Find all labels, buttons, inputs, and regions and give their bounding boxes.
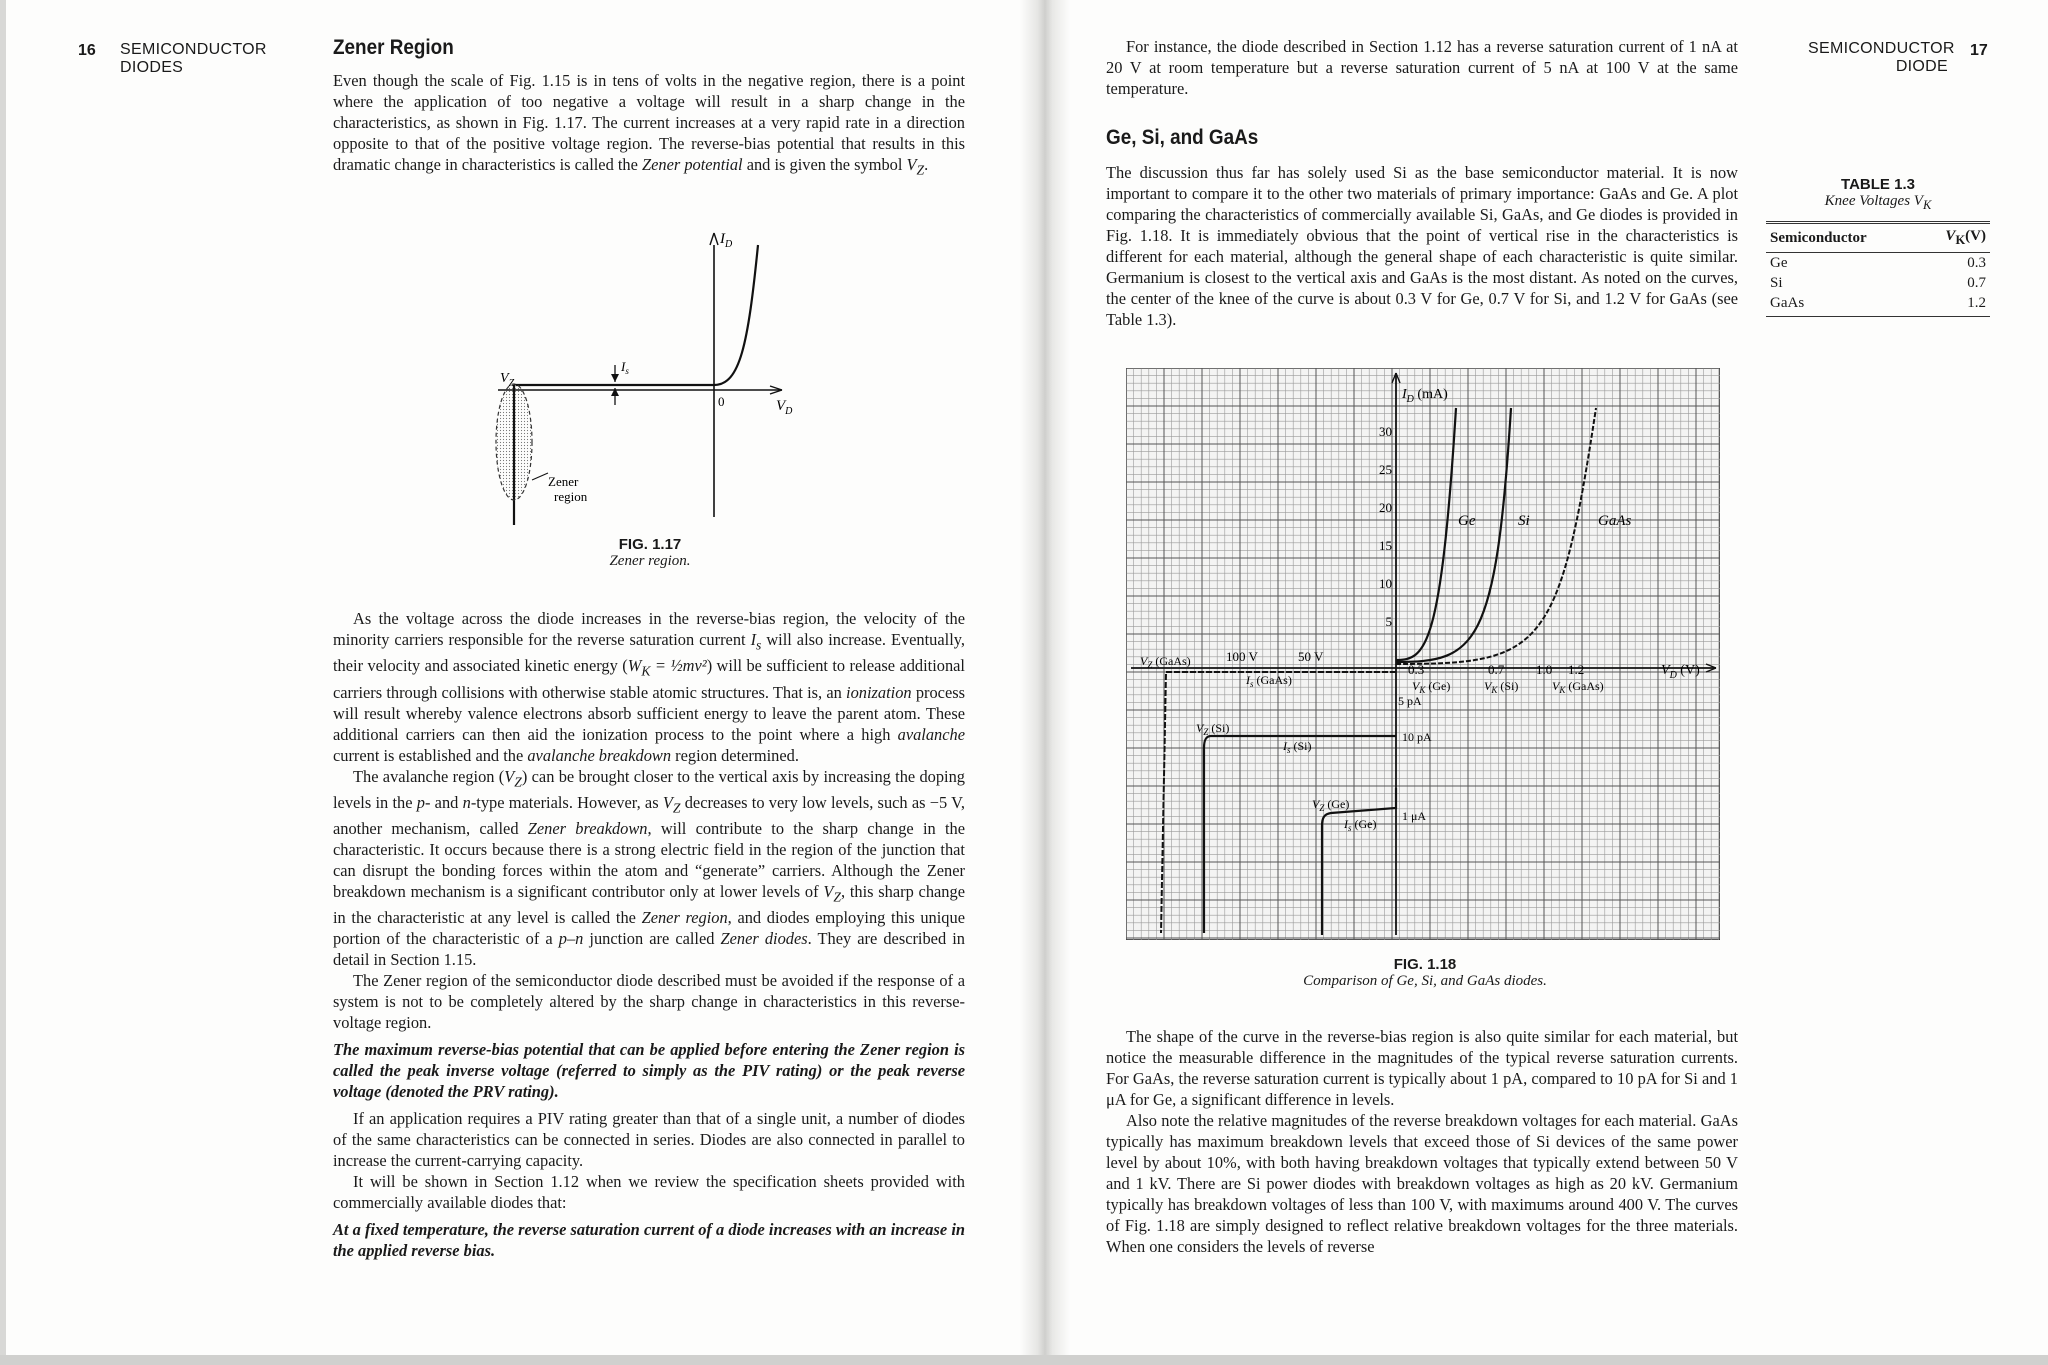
- fig17-zener-label-2: region: [554, 489, 588, 504]
- fig17-zero: 0: [718, 394, 725, 409]
- left-body-text: As the voltage across the diode increases in the reverse-bias region, the velocity of the minority carriers responsible for the reverse saturation current $I_s$ will also increase. Eventually, their velocity and associated kinetic energy ($W_K$ = ½mv²) will be sufficient to release additional carriers through collisions with otherwise stable atomic structures. That is, an ionization process will result whereby valence electrons absorb sufficient energy to leave the parent atom. These additional carriers can then aid the ionization process to the point where a high avalanche current is established and the avalanche breakdown region determined. The avalanche region $(V_Z)$ can be brought closer to the vertical axis by increasing the doping levels in the p- and n-type materials. However, as $V_Z$ decreases to very low levels, such as −5 V, another mechanism, called Zener breakdown, will contribute to the sharp change in the characteristic. It occurs because there is a strong electric field in the region of the junction that can disrupt the bonding forces within the atom and “generate” carriers. Although the Zener breakdown mechanism is a significant contributor only at lower levels of $V_Z$, this sharp change in the characteristic at any level is called the Zener region, and diodes employing this unique portion of the characteristic of a p–n junction are called Zener diodes. They are described in detail in Section 1.15. The Zener region of the semiconductor diode described must be avoided if the response of a system is not to be completely altered by the sharp change in characteristics in this reverse-voltage region. The maximum reverse-bias potential that can be applied before entering the Zener region is called the peak inverse voltage (referred to simply as the PIV rating) or the peak reverse voltage (denoted the PRV rating). If an application requires a PIV rating greater than that of a single unit, a number of diodes of the same characteristics can be connected in series. Diodes are also connected in parallel to increase the current-carrying capacity. It will be shown in Section 1.12 when we review the specification sheets provided with commercially available diodes that: At a fixed temperature, the reverse saturation current of a diode increases with an increase in the applied reverse bias.: [333, 609, 966, 1261]
- gaas-curve-label: GaAs: [1598, 513, 1632, 529]
- page-edge: [0, 0, 6, 1365]
- tick-0-7: 0.7: [1488, 662, 1505, 677]
- fig-1-17-caption: FIG. 1.17 Zener region.: [609, 536, 691, 569]
- vk-ge-label: $V_K$ (Ge): [1412, 679, 1451, 695]
- fig17-zener-label-1: Zener: [548, 474, 579, 489]
- table-row: Ge 0.3: [1770, 255, 1986, 271]
- label-10pa: 10 pA: [1402, 730, 1432, 744]
- section-title-zener: Zener Region: [333, 36, 454, 59]
- ge-curve-label: Ge: [1458, 513, 1476, 529]
- svg-text:15: 15: [1379, 538, 1392, 553]
- label-5pa: 5 pA: [1398, 694, 1422, 708]
- table-row: Si 0.7: [1770, 275, 1986, 291]
- section-title-ge-si-gaas: Ge, Si, and GaAs: [1106, 126, 1259, 149]
- zener-intro-paragraph: Even though the scale of Fig. 1.15 is in tens of volts in the negative region, there is a point where the application of too negative a voltage will result in a sharp change in the characteristics, as shown in Fig. 1.17. The current increases at a very rapid rate in a direction opposite to that of the positive voltage region. The reverse-bias potential that results in this dramatic change in characteristics is called the Zener potential and is given the symbol $V_Z$.: [333, 71, 965, 178]
- label-1ua: 1 μA: [1402, 809, 1427, 823]
- vz-gaas-label: $V_Z$ (GaAs): [1140, 654, 1191, 670]
- table-row: GaAs 1.2: [1766, 293, 1990, 317]
- tick-50v: 50 V: [1298, 649, 1324, 664]
- table-knee-voltages: TABLE 1.3 Knee Voltages $V_K$ Semiconductor $V_K(V)$ Ge 0.3 Si 0.7 GaAs 1.2: [1766, 176, 1990, 317]
- running-head-right: SEMICONDUCTOR DIODE: [1808, 40, 1955, 75]
- fig17-id-label: $I_D$: [720, 231, 733, 250]
- fig-1-18-caption: FIG. 1.18 Comparison of Ge, Si, and GaAs diodes.: [1303, 956, 1547, 989]
- vz-si-label: $V_Z$ (Si): [1196, 721, 1230, 737]
- materials-paragraph: The discussion thus far has solely used Si as the base semiconductor material. It is now important to compare it to the other two materials of primary importance: GaAs and Ge. A plot comparing the characteristics of commercially available Si, GaAs, and Ge diodes is provided in Fig. 1.18. It is immediately obvious that the point of vertical rise in the characteristics is different for each material, although the general shape of each characteristic is quite similar. Germanium is closest to the vertical axis and GaAs is the most distant. As noted on the curves, the center of the knee of the curve is about 0.3 V for Ge, 0.7 V for Si, and 1.2 V for GaAs (see Table 1.3).: [1106, 163, 1738, 329]
- fig17-vd-label: $V_D$: [776, 398, 793, 417]
- svg-text:25: 25: [1379, 462, 1392, 477]
- fig-1-17-zener-diagram: [490, 225, 820, 530]
- is-gaas-label: $I_s$ (GaAs): [1246, 673, 1292, 689]
- page-number-right: 17: [1970, 42, 1988, 59]
- fig18-id-label: $I_D$ (mA): [1402, 387, 1448, 405]
- svg-text:30: 30: [1379, 424, 1392, 439]
- tick-100v: 100 V: [1226, 649, 1258, 664]
- piv-definition: The maximum reverse-bias potential that can be applied before entering the Zener region is called the peak inverse voltage (referred to simply as the PIV rating) or the peak reverse voltage (denoted the PRV rating).: [333, 1040, 965, 1102]
- table-col-semiconductor: Semiconductor: [1766, 223, 1919, 253]
- is-ge-label: $I_s$ (Ge): [1344, 817, 1377, 833]
- scan-edge: [0, 1355, 2048, 1365]
- vk-si-label: $V_K$ (Si): [1484, 679, 1519, 695]
- right-intro-paragraph: For instance, the diode described in Section 1.12 has a reverse saturation current of 1 nA at 20 V at room temperature but a reverse saturation current of 5 nA at 100 V at the same temperature.: [1106, 37, 1738, 98]
- tick-0-3: 0.3: [1408, 662, 1425, 677]
- svg-text:20: 20: [1379, 500, 1392, 515]
- svg-text:5: 5: [1385, 614, 1392, 629]
- fig18-vd-label: $V_D$ (V): [1661, 663, 1700, 681]
- fig17-is-label: $I_s$: [621, 359, 629, 376]
- diode-curve: [514, 245, 758, 385]
- vz-ge-label: $V_Z$ (Ge): [1312, 797, 1350, 813]
- fig-1-18-comparison-plot: [1126, 368, 1720, 940]
- si-curve-label: Si: [1518, 513, 1530, 529]
- is-si-label: $I_s$ (Si): [1283, 739, 1312, 755]
- fig17-vz-label: $V_Z$: [500, 371, 515, 389]
- tick-1-0: 1.0: [1536, 662, 1553, 677]
- tick-1-2: 1.2: [1568, 662, 1585, 677]
- book-gutter: [1020, 0, 1070, 1365]
- zener-region-shading: [496, 384, 532, 500]
- saturation-statement: At a fixed temperature, the reverse saturation current of a diode increases with an increase in the applied reverse bias.: [333, 1220, 965, 1261]
- page-number-left: 16: [78, 42, 96, 59]
- running-head-left: SEMICONDUCTOR DIODES: [120, 41, 267, 76]
- vk-gaas-label: $V_K$ (GaAs): [1552, 679, 1604, 695]
- right-body-text: The shape of the curve in the reverse-bias region is also quite similar for each material, but notice the measurable difference in the magnitudes of the typical reverse saturation currents. For GaAs, the reverse saturation current is typically about 1 pA, compared to 10 pA for Si and 1 μA for Ge, a significant difference in levels. Also note the relative magnitudes of the reverse breakdown voltages for each material. GaAs typically has maximum breakdown levels that exceed those of Si devices of the same power level by about 10%, with both having breakdown voltages that typically extend between 50 V and 1 kV. There are Si power diodes with breakdown voltages as high as 20 kV. Germanium typically has breakdown voltages of less than 100 V, with maximums around 400 V. The curves of Fig. 1.18 are simply designed to reflect relative breakdown voltages for the three materials. When one considers the levels of reverse: [1106, 1027, 1738, 1256]
- table-col-vk: $V_K(V)$: [1919, 223, 1990, 253]
- svg-text:10: 10: [1379, 576, 1392, 591]
